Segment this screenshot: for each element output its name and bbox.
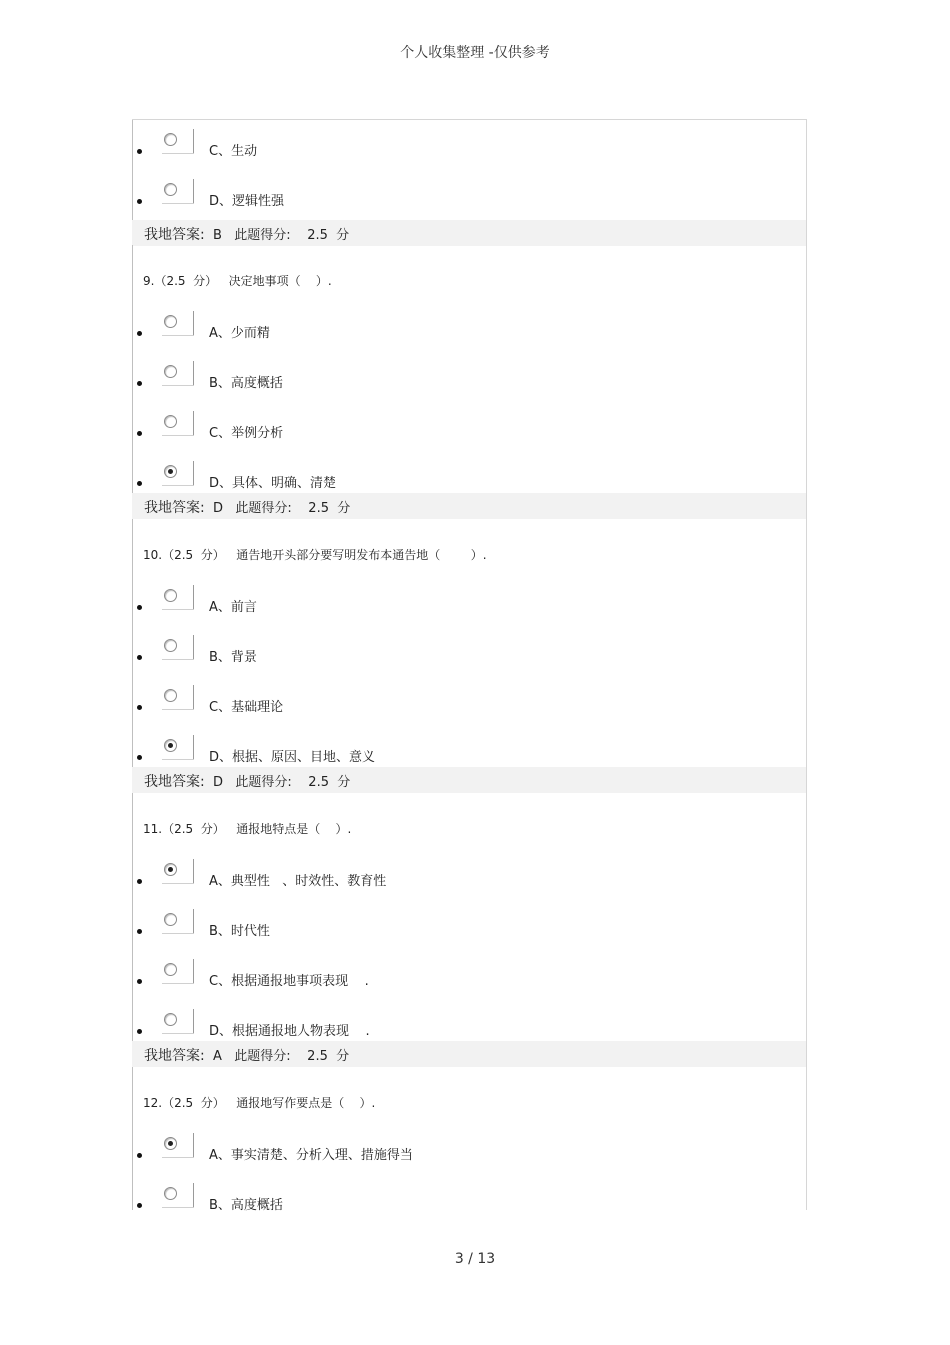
- question-text: 11.（2.5 分） 通报地特点是（ ）.: [143, 822, 352, 836]
- list-bullet: [137, 431, 142, 436]
- question-text: 12.（2.5 分） 通报地写作要点是（ ）.: [143, 1096, 376, 1110]
- option-label: D、根据通报地人物表现 .: [209, 1024, 370, 1039]
- radio-unchecked-icon[interactable]: [164, 589, 177, 602]
- answer-score: D 此题得分: 2.5 分: [204, 501, 351, 516]
- list-bullet: [137, 879, 142, 884]
- radio-unchecked-icon[interactable]: [164, 415, 177, 428]
- option-label: A、典型性 、时效性、教育性: [209, 874, 387, 889]
- radio-checked-icon[interactable]: [164, 739, 177, 752]
- radio-unchecked-icon[interactable]: [164, 1187, 177, 1200]
- option-row[interactable]: [132, 1177, 806, 1227]
- answer-prefix: 我地答案:: [144, 227, 205, 243]
- answer-prefix: 我地答案:: [144, 774, 205, 790]
- radio-button[interactable]: [162, 411, 194, 436]
- frame-left-border: [132, 1067, 133, 1210]
- list-bullet: [137, 481, 142, 486]
- frame-left-border: [132, 246, 133, 493]
- radio-checked-icon[interactable]: [164, 465, 177, 478]
- option-label: B、高度概括: [209, 376, 283, 391]
- radio-dot-icon: [168, 1141, 173, 1146]
- list-bullet: [137, 929, 142, 934]
- list-bullet: [137, 605, 142, 610]
- option-row[interactable]: [132, 123, 806, 173]
- question-row: [132, 537, 806, 577]
- option-label: A、事实清楚、分析入理、措施得当: [209, 1148, 413, 1163]
- radio-checked-icon[interactable]: [164, 1137, 177, 1150]
- option-label: D、逻辑性强: [209, 194, 285, 209]
- question-row: [132, 1085, 806, 1125]
- option-row[interactable]: [132, 173, 806, 223]
- radio-button[interactable]: [162, 1183, 194, 1208]
- radio-dot-icon: [168, 867, 173, 872]
- radio-unchecked-icon[interactable]: [164, 913, 177, 926]
- radio-unchecked-icon[interactable]: [164, 963, 177, 976]
- radio-dot-icon: [168, 743, 173, 748]
- list-bullet: [137, 705, 142, 710]
- answer-prefix: 我地答案:: [144, 1048, 205, 1064]
- answer-bar: [132, 1041, 806, 1067]
- answer-prefix: 我地答案:: [144, 500, 205, 516]
- option-label: B、时代性: [209, 924, 270, 939]
- radio-dot-icon: [168, 469, 173, 474]
- radio-button[interactable]: [162, 179, 194, 204]
- radio-button[interactable]: [162, 461, 194, 486]
- radio-unchecked-icon[interactable]: [164, 1013, 177, 1026]
- list-bullet: [137, 149, 142, 154]
- radio-unchecked-icon[interactable]: [164, 133, 177, 146]
- question-row: [132, 263, 806, 303]
- answer-bar: [132, 220, 806, 246]
- radio-button[interactable]: [162, 311, 194, 336]
- list-bullet: [137, 381, 142, 386]
- frame-left-border: [132, 793, 133, 1041]
- frame-left-border: [132, 519, 133, 767]
- answer-bar: [132, 767, 806, 793]
- question-text: 9.（2.5 分） 决定地事项（ ）.: [143, 274, 332, 288]
- option-label: C、举例分析: [209, 426, 284, 441]
- list-bullet: [137, 331, 142, 336]
- quiz-frame: [132, 119, 807, 1213]
- option-row[interactable]: [132, 405, 806, 455]
- option-row[interactable]: [132, 853, 806, 903]
- option-row[interactable]: [132, 679, 806, 729]
- list-bullet: [137, 1153, 142, 1158]
- option-label: B、背景: [209, 650, 257, 665]
- radio-button[interactable]: [162, 735, 194, 760]
- option-row[interactable]: [132, 629, 806, 679]
- radio-button[interactable]: [162, 1133, 194, 1158]
- list-bullet: [137, 755, 142, 760]
- radio-button[interactable]: [162, 859, 194, 884]
- list-bullet: [137, 655, 142, 660]
- radio-unchecked-icon[interactable]: [164, 315, 177, 328]
- answer-score: D 此题得分: 2.5 分: [204, 775, 351, 790]
- radio-unchecked-icon[interactable]: [164, 365, 177, 378]
- radio-button[interactable]: [162, 959, 194, 984]
- answer-bar: [132, 493, 806, 519]
- question-row: [132, 811, 806, 851]
- option-row[interactable]: [132, 579, 806, 629]
- radio-button[interactable]: [162, 585, 194, 610]
- radio-button[interactable]: [162, 1009, 194, 1034]
- list-bullet: [137, 199, 142, 204]
- option-label: D、具体、明确、清楚: [209, 476, 337, 491]
- radio-button[interactable]: [162, 685, 194, 710]
- radio-unchecked-icon[interactable]: [164, 689, 177, 702]
- question-text: 10.（2.5 分） 通告地开头部分要写明发布本通告地（ ）.: [143, 548, 487, 562]
- radio-button[interactable]: [162, 635, 194, 660]
- radio-checked-icon[interactable]: [164, 863, 177, 876]
- option-label: B、高度概括: [209, 1198, 283, 1213]
- radio-button[interactable]: [162, 361, 194, 386]
- answer-score: B 此题得分: 2.5 分: [204, 228, 350, 243]
- list-bullet: [137, 1203, 142, 1208]
- list-bullet: [137, 979, 142, 984]
- option-row[interactable]: [132, 355, 806, 405]
- radio-unchecked-icon[interactable]: [164, 183, 177, 196]
- option-label: C、根据通报地事项表现 .: [209, 974, 369, 989]
- frame-left-border: [132, 120, 133, 220]
- list-bullet: [137, 1029, 142, 1034]
- option-row[interactable]: [132, 305, 806, 355]
- option-row[interactable]: [132, 903, 806, 953]
- answer-score: A 此题得分: 2.5 分: [204, 1049, 350, 1064]
- option-row[interactable]: [132, 953, 806, 1003]
- radio-button[interactable]: [162, 129, 194, 154]
- page-header: 个人收集整理 -仅供参考: [400, 45, 550, 61]
- option-label: A、前言: [209, 600, 257, 615]
- option-label: D、根据、原因、目地、意义: [209, 750, 376, 765]
- option-row[interactable]: [132, 1127, 806, 1177]
- radio-button[interactable]: [162, 909, 194, 934]
- page-number: 3 / 13: [454, 1251, 496, 1267]
- option-label: A、少而精: [209, 326, 270, 341]
- radio-unchecked-icon[interactable]: [164, 639, 177, 652]
- option-label: C、生动: [209, 144, 258, 159]
- option-label: C、基础理论: [209, 700, 284, 715]
